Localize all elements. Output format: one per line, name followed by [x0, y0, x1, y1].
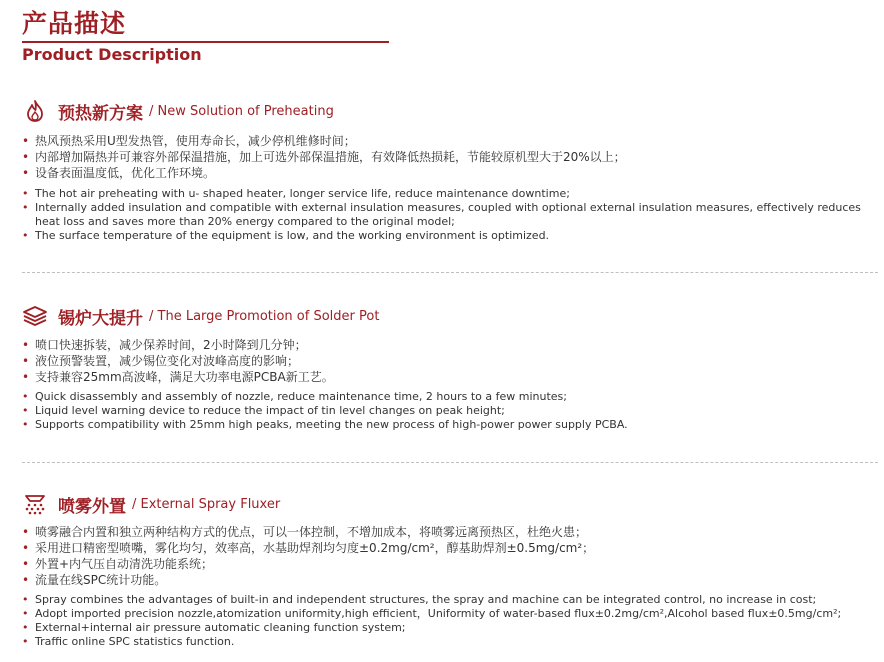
list-item: • 流量在线SPC统计功能。 [22, 572, 878, 588]
list-item: • 热风预热采用U型发热管，使用寿命长，减少停机维修时间； [22, 133, 878, 149]
list-item: • Spray combines the advantages of built-in and independent structures, the spray and machine can be integrated control, no increase in cost; [22, 593, 878, 607]
section-header [22, 491, 280, 517]
section-header [22, 303, 379, 329]
en-list [22, 187, 878, 243]
page-subtitle: Product Description [22, 45, 202, 64]
section-title: 喷雾外置 [58, 496, 126, 517]
en-list [22, 593, 878, 649]
list-item: • Supports compatibility with 25mm high peaks, meeting the new process of high-power power supply PCBA. [22, 418, 878, 432]
page-title: 产品描述 [22, 9, 127, 38]
section-divider [22, 272, 878, 273]
list-item: • The hot air preheating with u- shaped heater, longer service life, reduce maintenance downtime; [22, 187, 878, 201]
en-list [22, 390, 878, 432]
list-item: • 喷口快速拆装，减少保养时间，2小时降到几分钟； [22, 337, 878, 353]
flame-icon [22, 98, 48, 124]
section-divider [22, 462, 878, 463]
list-item: • Quick disassembly and assembly of nozzle, reduce maintenance time, 2 hours to a few minutes; [22, 390, 878, 404]
cn-list [22, 133, 878, 181]
list-item: • Internally added insulation and compatible with external insulation measures, coupled with optional external insulation measures, effectively reduces heat loss and saves more than 20% energy compared to the original model; [22, 201, 878, 229]
layers-icon [22, 303, 48, 329]
list-item: • Adopt imported precision nozzle,atomization uniformity,high efficient，Uniformity of water-based flux±0.2mg/cm²,Alcohol based flux±0.5mg/cm²; [22, 607, 878, 621]
section-title: 锡炉大提升 [58, 308, 143, 329]
cn-list [22, 524, 878, 588]
cn-list [22, 337, 878, 385]
list-item: • External+internal air pressure automatic cleaning function system; [22, 621, 878, 635]
list-item: • 支持兼容25mm高波峰，满足大功率电源PCBA新工艺。 [22, 369, 878, 385]
title-rule [22, 41, 389, 43]
section-subtitle: / External Spray Fluxer [132, 496, 281, 512]
section-header [22, 98, 334, 124]
list-item: • 设备表面温度低，优化工作环境。 [22, 165, 878, 181]
spray-icon [22, 491, 48, 517]
list-item: • Traffic online SPC statistics function. [22, 635, 878, 649]
list-item: • 喷雾融合内置和独立两种结构方式的优点，可以一体控制，不增加成本，将喷雾远离预热区，杜绝火患； [22, 524, 878, 540]
list-item: • 外置+内气压自动清洗功能系统； [22, 556, 878, 572]
list-item: • 内部增加隔热并可兼容外部保温措施，加上可选外部保温措施，有效降低热损耗，节能较原机型大于20%以上； [22, 149, 878, 165]
list-item: • 液位预警装置，减少锡位变化对波峰高度的影响； [22, 353, 878, 369]
list-item: • The surface temperature of the equipment is low, and the working environment is optimized. [22, 229, 878, 243]
section-subtitle: / The Large Promotion of Solder Pot [149, 308, 380, 324]
list-item: • Liquid level warning device to reduce the impact of tin level changes on peak height; [22, 404, 878, 418]
list-item: • 采用进口精密型喷嘴，雾化均匀，效率高，水基助焊剂均匀度±0.2mg/cm²，醇基助焊剂±0.5mg/cm²； [22, 540, 878, 556]
section-title: 预热新方案 [58, 103, 143, 124]
section-subtitle: / New Solution of Preheating [149, 103, 334, 119]
